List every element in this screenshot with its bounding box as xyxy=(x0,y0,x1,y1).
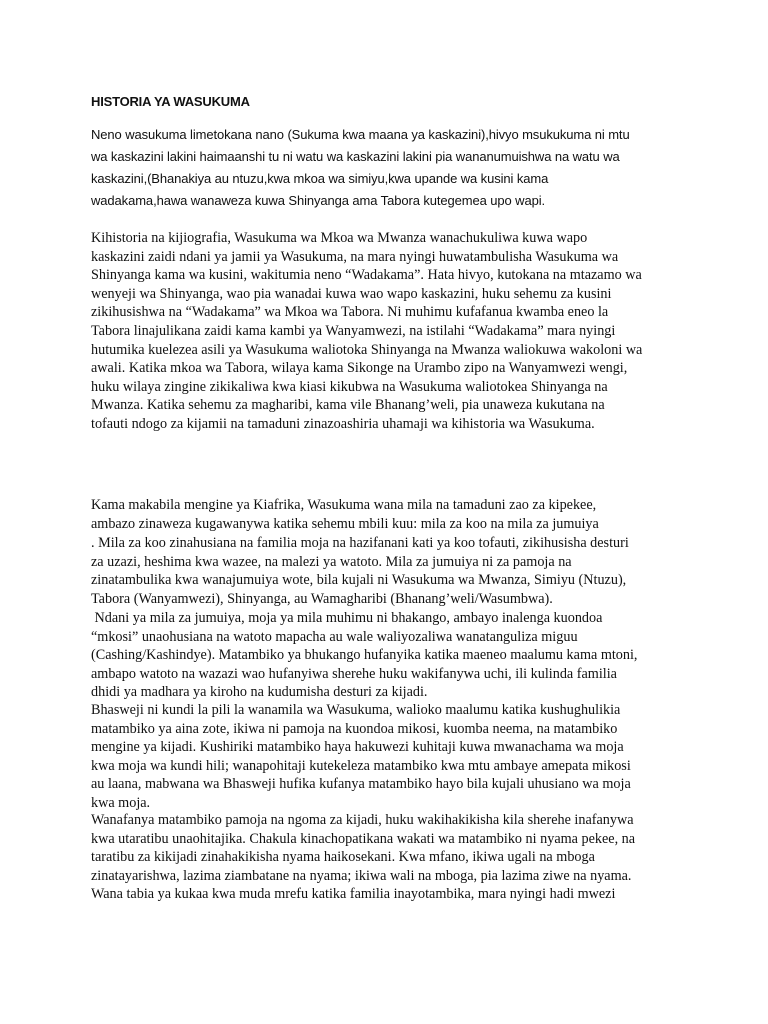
text-line: za uzazi, heshima kwa wazee, na malezi ya watoto. Mila za jumuiya ni za pamoja na xyxy=(91,553,572,570)
text-line: zinatayarishwa, lazima ziambatane na nyama; ikiwa wali na mboga, pia lazima ziwe na nyama. xyxy=(91,867,632,884)
text-line: zikihusishwa na “Wadakama” wa Mkoa wa Tabora. Ni muhimu kufafanua kwamba eneo la xyxy=(91,304,609,321)
text-line: Kihistoria na kijiografia, Wasukuma wa Mkoa wa Mwanza wanachukuliwa kuwa wapo xyxy=(91,230,588,246)
text-line: Kama makabila mengine ya Kiafrika, Wasukuma wana mila na tamaduni zao za kipekee, xyxy=(91,497,597,513)
paragraph-bhakango xyxy=(91,609,691,702)
text-line: wenyeji wa Shinyanga, wao pia wanadai kuwa wao wapo kaskazini, huku sehemu za kusini xyxy=(91,285,612,302)
text-line: zinatambulika kwa wanajumuiya wote, bila kujali ni Wasukuma wa Mwanza, Simiyu (Ntuzu), xyxy=(91,572,627,589)
text-line: Ndani ya mila za jumuiya, moja ya mila muhimu ni bhakango, ambayo inalenga kuondoa xyxy=(91,610,603,626)
paragraph-rituals-food xyxy=(91,811,691,904)
text-line: . Mila za koo zinahusiana na familia moja na hazifanani kati ya koo tofauti, zikihusisha desturi xyxy=(91,535,629,551)
text-line: au laana, mabwana wa Bhasweji hufika kufanya matambiko hayo bila kujali uhusiano wa moja xyxy=(91,776,631,793)
intro-line: kaskazini,(Bhanakiya au ntuzu,kwa mkoa wa simiyu,kwa upande wa kusini kama xyxy=(91,171,549,186)
intro-line: Neno wasukuma limetokana nano (Sukuma kwa maana ya kaskazini),hivyo msukukuma ni mtu xyxy=(91,127,630,142)
text-line: mengine ya kijadi. Kushiriki matambiko haya hakuwezi kuhitaji kuwa mwanachama wa moja xyxy=(91,739,624,756)
text-line: Mwanza. Katika sehemu za magharibi, kama vile Bhanang’weli, pia unaweza kukutana na xyxy=(91,397,605,414)
paragraph-traditions-intro xyxy=(91,496,691,533)
text-line: kaskazini zaidi ndani ya jamii ya Wasukuma, na mara nyingi huwatambulisha Wasukuma wa xyxy=(91,248,619,265)
text-line: hutumika kuelezea asili ya Wasukuma waliotoka Shinyanga na Mwanza waliokuwa wakoloni wa xyxy=(91,341,643,358)
text-line: huku wilaya zingine zikikaliwa kwa kiasi kikubwa na Wasukuma waliotokea Shinyanga na xyxy=(91,378,608,395)
paragraph-clan-customs xyxy=(91,534,691,608)
text-line: “mkosi” unaohusiana na watoto mapacha au wale waliyozaliwa wanatanguliza miguu xyxy=(91,628,578,645)
text-line: matambiko ya aina zote, ikiwa ni pamoja na kuondoa mikosi, kuomba neema, na matambiko xyxy=(91,720,618,737)
document-title: HISTORIA YA WASUKUMA xyxy=(91,94,250,109)
text-line: Wanafanya matambiko pamoja na ngoma za kijadi, huku wakihakikisha kila sherehe inafanywa xyxy=(91,812,634,828)
text-line: awali. Katika mkoa wa Tabora, wilaya kama Sikonge na Urambo zipo na Wanyamwezi wengi, xyxy=(91,360,628,377)
text-line: kwa utaratibu unaohitajika. Chakula kinachopatikana wakati wa matambiko ni nyama pekee, na xyxy=(91,830,636,847)
text-line: taratibu za kikijadi zinahakikisha nyama haikosekani. Kwa mfano, ikiwa ugali na mboga xyxy=(91,849,595,866)
paragraph-history-geography xyxy=(91,229,691,434)
text-line: ambapo watoto na wazazi wao hufanyiwa sherehe huku wakifanywa uchi, ili kulinda familia xyxy=(91,665,617,682)
text-line: tofauti ndogo za kijamii na tamaduni zinazoashiria uhamaji wa kihistoria wa Wasukuma. xyxy=(91,415,595,432)
text-line: Wana tabia ya kukaa kwa muda mrefu katika familia inayotambika, mara nyingi hadi mwezi xyxy=(91,886,616,903)
text-line: dhidi ya madhara ya kiroho na kudumisha desturi za kijadi. xyxy=(91,684,428,701)
text-line: (Cashing/Kashindye). Matambiko ya bhukango hufanyika katika maeneo maalumu kama mtoni, xyxy=(91,647,638,664)
text-line: Shinyanga kama wa kusini, wakitumia neno “Wadakama”. Hata hivyo, kutokana na mtazamo wa xyxy=(91,267,642,284)
text-line: Tabora linajulikana zaidi kama kambi ya Wanyamwezi, na istilahi “Wadakama” mara nyingi xyxy=(91,322,616,339)
text-line: kwa moja. xyxy=(91,794,151,811)
text-line: kwa moja wa kundi hili; wanapohitaji kutekeleza matambiko kwa mtu ambaye amepata mikosi xyxy=(91,757,631,774)
intro-paragraph xyxy=(91,124,691,212)
paragraph-bhasweji xyxy=(91,701,691,813)
intro-line: wadakama,hawa wanaweza kuwa Shinyanga ama Tabora kutegemea upo wapi. xyxy=(91,193,546,208)
text-line: Tabora (Wanyamwezi), Shinyanga, au Wamagharibi (Bhanang’weli/Wasumbwa). xyxy=(91,590,553,607)
text-line: ambazo zinaweza kugawanywa katika sehemu mbili kuu: mila za koo na mila za jumuiya xyxy=(91,515,599,532)
text-line: Bhasweji ni kundi la pili la wanamila wa Wasukuma, walioko maalumu katika kushughulikia xyxy=(91,702,621,718)
intro-line: wa kaskazini lakini haimaanshi tu ni watu wa kaskazini lakini pia wananumuishwa na watu wa xyxy=(91,149,620,164)
